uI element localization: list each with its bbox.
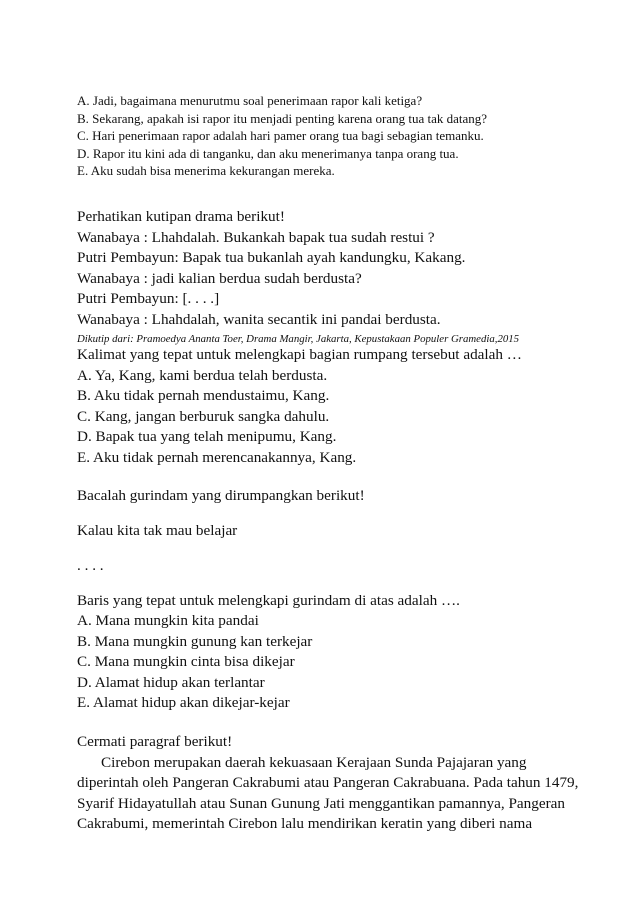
gurindam-option-d: D. Alamat hidup akan terlantar — [77, 674, 265, 691]
drama-option-e: E. Aku tidak pernah merencanakannya, Kang. — [77, 449, 357, 466]
gurindam-option-a: A. Mana mungkin kita pandai — [77, 612, 259, 629]
gurindam-option-c: C. Mana mungkin cinta bisa dikejar — [77, 653, 295, 670]
gurindam-line-1: Kalau kita tak mau belajar — [77, 522, 238, 539]
drama-line: Putri Pembayun: [. . . .] — [77, 290, 220, 307]
drama-option-d: D. Bapak tua yang telah menipumu, Kang. — [77, 428, 337, 445]
paragraph-line: Cirebon merupakan daerah kekuasaan Kerajaan Sunda Pajajaran yang — [101, 754, 527, 771]
paragraph-line: Syarif Hidayatullah atau Sunan Gunung Jati menggantikan pamannya, Pangeran — [77, 795, 565, 812]
gurindam-option-b: B. Mana mungkin gunung kan terkejar — [77, 633, 313, 650]
question-option-d: D. Rapor itu kini ada di tanganku, dan aku menerimanya tanpa orang tua. — [77, 146, 459, 161]
drama-line: Wanabaya : jadi kalian berdua sudah berdusta? — [77, 270, 362, 287]
drama-option-a: A. Ya, Kang, kami berdua telah berdusta. — [77, 367, 328, 384]
gurindam-line-2: . . . . — [77, 557, 104, 574]
gurindam-question: Baris yang tepat untuk melengkapi gurindam di atas adalah …. — [77, 592, 460, 609]
drama-intro: Perhatikan kutipan drama berikut! — [77, 208, 285, 225]
question-option-b: B. Sekarang, apakah isi rapor itu menjadi penting karena orang tua tak datang? — [77, 111, 488, 126]
drama-question: Kalimat yang tepat untuk melengkapi bagian rumpang tersebut adalah … — [77, 346, 522, 363]
drama-citation: Dikutip dari: Pramoedya Ananta Toer, Drama Mangir, Jakarta, Kepustakaan Populer Gramedia,2015 — [77, 333, 520, 345]
drama-option-b: B. Aku tidak pernah mendustaimu, Kang. — [77, 387, 330, 404]
question-option-c: C. Hari penerimaan rapor adalah hari pamer orang tua bagi sebagian temanku. — [77, 128, 484, 143]
paragraph-intro: Cermati paragraf berikut! — [77, 733, 233, 750]
drama-option-c: C. Kang, jangan berburuk sangka dahulu. — [77, 408, 330, 425]
drama-line: Wanabaya : Lhahdalah, wanita secantik ini pandai berdusta. — [77, 311, 441, 328]
paragraph-line: diperintah oleh Pangeran Cakrabumi atau Pangeran Cakrabuana. Pada tahun 1479, — [77, 774, 579, 791]
gurindam-option-e: E. Alamat hidup akan dikejar-kejar — [77, 694, 290, 711]
question-option-e: E. Aku sudah bisa menerima kekurangan mereka. — [77, 163, 335, 178]
drama-line: Putri Pembayun: Bapak tua bukanlah ayah kandungku, Kakang. — [77, 249, 466, 266]
paragraph-line: Cakrabumi, memerintah Cirebon lalu mendirikan keratin yang diberi nama — [77, 815, 533, 832]
drama-line: Wanabaya : Lhahdalah. Bukankah bapak tua sudah restui ? — [77, 229, 435, 246]
question-option-a: A. Jadi, bagaimana menurutmu soal penerimaan rapor kali ketiga? — [77, 93, 423, 108]
gurindam-intro: Bacalah gurindam yang dirumpangkan berikut! — [77, 487, 365, 504]
